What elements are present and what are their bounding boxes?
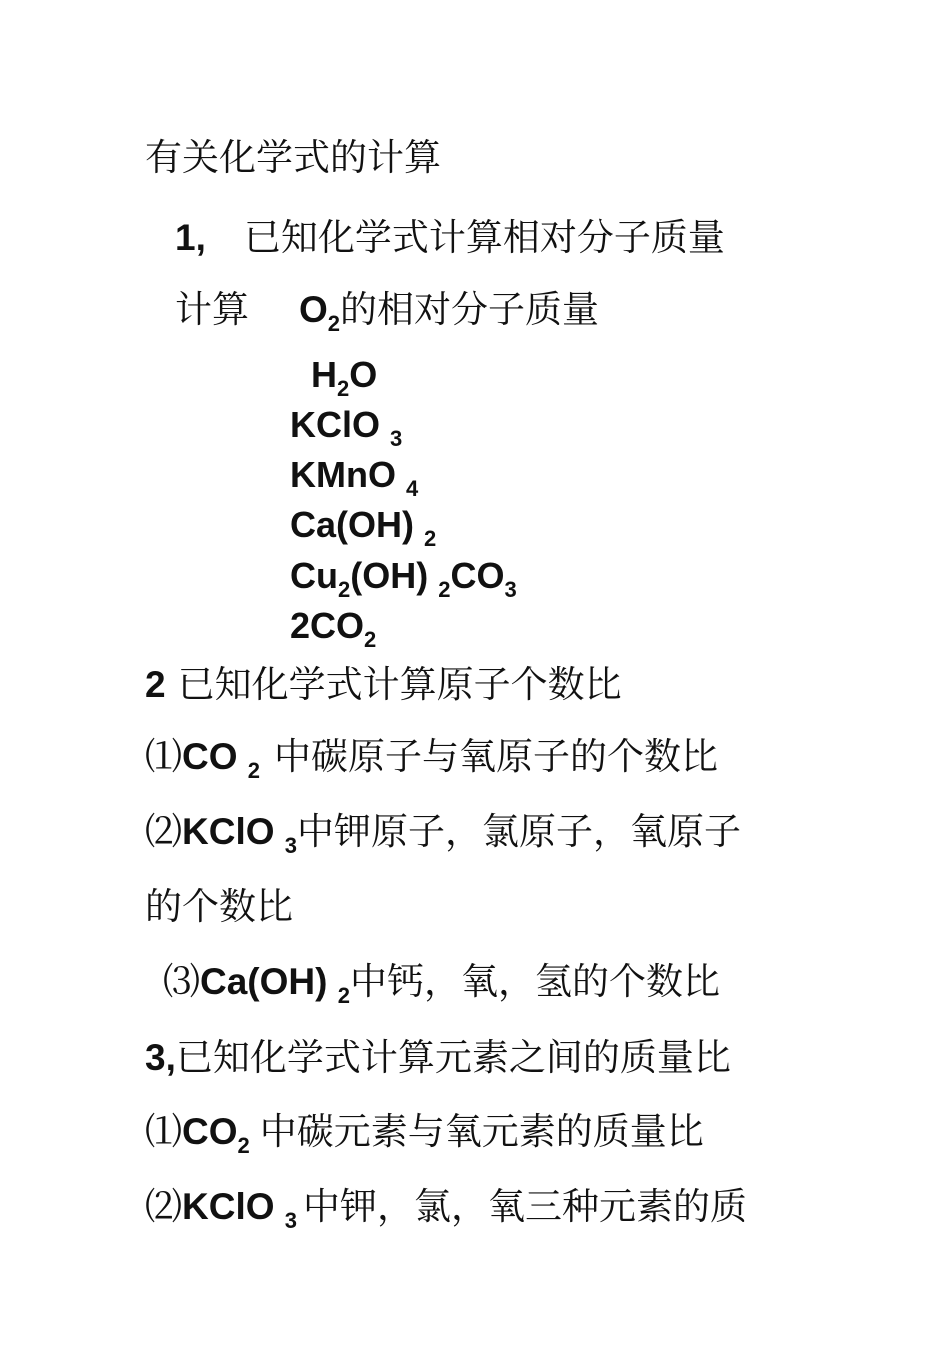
formula-co2: $CO_2$ [182,1111,250,1158]
page-title: 有关化学式的计算 [145,136,441,179]
q-label: ⑴ [145,1110,182,1153]
section1-prompt-line [175,288,599,337]
section1-heading: 已知化学式计算相对分子质量 [243,216,725,259]
question-text: 中钾，氯，氧三种元素的质 [303,1185,748,1228]
section3-heading-line [145,1036,731,1080]
formula-co2: CO $_2$ [182,736,261,783]
formula-kclo3: KClO $_3$ [290,404,403,451]
section1-prompt-label: 计算 [175,288,249,331]
section2-number: 2 [145,664,166,705]
section2-heading: 已知化学式计算原子个数比 [177,663,622,706]
formula-2co2: $2CO_2$ [290,605,377,652]
section2-q3 [163,960,720,1009]
section1-number: 1, [175,217,206,258]
section3-q1 [145,1110,704,1159]
formula-o2: $O_2$ [299,289,341,336]
section3-number: 3, [145,1037,176,1078]
section2-q2 [145,810,741,859]
section1-prompt-suffix: 的相对分子质量 [340,288,600,331]
section2-q2-continued: 的个数比 [145,885,293,928]
q-label: ⑵ [145,810,182,853]
question-text: 中钾原子，氯原子，氧原子 [297,810,742,853]
formula-cu2oh2co3: $Cu_2(OH)$ $_2CO_3$ [290,555,517,602]
formula-caoh2: Ca(OH) $_2$ [290,504,437,551]
section2-q1 [145,735,718,784]
formula-kclo3: KClO $_3$ [182,811,298,858]
q-label: ⑴ [145,735,182,778]
section2-heading-line [145,663,622,707]
question-text: 中钙，氧，氢的个数比 [349,960,720,1003]
question-text: 中碳原子与氧原子的个数比 [274,735,719,778]
section3-q2 [145,1185,747,1234]
formula-caoh2: Ca(OH) $_2$ [200,961,350,1008]
question-text: 中碳元素与氧元素的质量比 [259,1110,704,1153]
q-label: ⑵ [145,1185,182,1228]
section1-heading-line [175,216,725,260]
formula-h2o: $H_2O$ [311,354,378,401]
formula-kclo3: KClO $_3$ [182,1186,298,1233]
formula-kmno4: KMnO $_4$ [290,454,419,501]
q-label: ⑶ [163,960,200,1003]
section3-heading: 已知化学式计算元素之间的质量比 [175,1036,731,1079]
